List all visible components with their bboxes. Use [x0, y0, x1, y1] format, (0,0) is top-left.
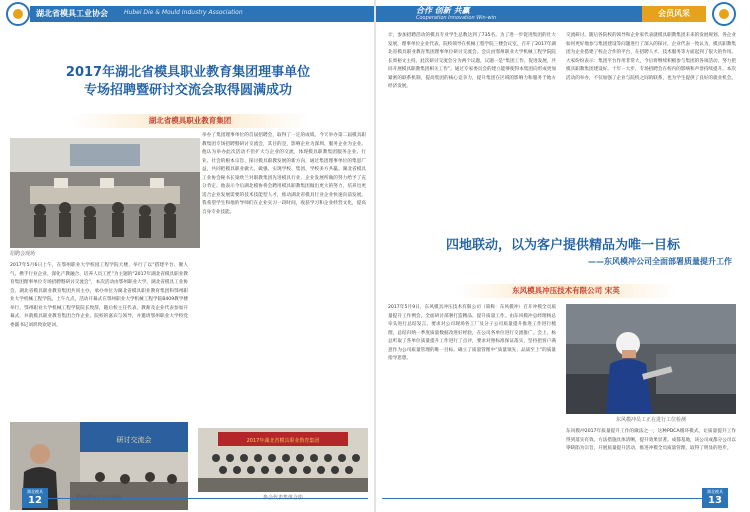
svg-text:2017年湖北省模具职业教育集团: 2017年湖北省模具职业教育集团 [246, 438, 320, 444]
footer-right [702, 488, 728, 508]
article1-org: 湖北省模具职业教育集团 [70, 114, 310, 128]
association-logo-icon [6, 2, 30, 26]
article1-continued-col2: 交流研讨。随后各院校的领导和企业家代表就模具职教集团未来的发展规划、各企业如何更好地参与集团建设等问题进行了深入的探讨，企业代表一致认为，模具职教集团为企业搭建了校企合作的平台，在招聘人才、技术服务等方面起到了很大的作用。大家纷纷表示：集团平台作用非常大，今后将继续积极参与集团的各项活动，努力把模具职教集团建设好。十年一大步，专场招聘会在校内的影响和声誉持续提升。本次活动的举办，不仅加强了企业与院校之间的联系，也为学生提供了良好的就业机会。 [566, 33, 736, 81]
page-number-right: 13 [708, 495, 722, 506]
footer-right-label: 湖北模具 [707, 489, 723, 494]
page-number-left: 12 [28, 495, 42, 506]
article1-title [10, 64, 366, 100]
association-name-en: Hubei Die & Mould Industry Association [124, 9, 243, 16]
article1-col1: 2017年5月6日上午，在鄂州职业大学校园工程学院大楼，举行了以“搭建平台、聚人气、携手行业企业、深化产教融合、培养人员工匠”为主题的“2017年湖北省模具职业教育集团理事单位专场招聘暨研讨交流会”，本次活动由鄂州职业大学、湖北省模具工业协会、湖北省模具职业教育集团共同主办，承办单位为湖北省模具职业教育集团和鄂州职业大学机械工程学院。上午九点，活动开幕式在鄂州职业大学机械工程学院B409教学楼举行，鄂州职业大学机械工程学院院长致辞，随后校主任代表、教师及企业代表参加开幕式，并就模具职业教育集团合作企业、院校的嘉宾与领导，并邀请鄂州职业大学校党委副书记刘鸿致欢迎词。 [10, 263, 188, 328]
article2-title: 四地联动，以为客户提供精品为唯一目标 [445, 238, 680, 253]
footer-rule-left [48, 498, 368, 499]
photo-job-fair [10, 138, 200, 248]
article2-col2: 东风模冲2017年质量提升工作的做法之一，这种PDCA循环模式，让质量提升工作得到落实有效。方法措施具体清晰，提升效果显著。成都基地，该公司成都分公司以零缺陷为宗旨，开展质量提升活动，推进冲模全员质量管理，取得了明显的进步。 [566, 429, 736, 451]
left-header [0, 0, 374, 30]
association-logo-icon [712, 2, 736, 26]
photo-group [198, 428, 368, 492]
photo-worker-caption: 东风模冲员工正在进行工位检测 [615, 417, 686, 423]
article1-title-line1: 2017年湖北省模具职业教育集团理事单位 [65, 65, 311, 80]
photo-job-fair-caption: 招聘会现场 [10, 251, 36, 257]
section-label: 会员风采 [642, 6, 706, 22]
motto: 合作 创新 共赢 [416, 6, 470, 15]
article2-org: 东风模具冲压技术有限公司 宋英 [456, 284, 676, 298]
photo-worker [566, 304, 736, 414]
article1-col2: 举办了集团理事单位的首届招聘会，取得了一定的成绩。今天举办第二届模具职教集团专场招聘暨研讨交流会，其目的是，影响企业为深圳、服务企业为企业。他认为举办此次活动不但扩大与企业的交流，体现模具职教集团服务企业、行业、社会的根本宗旨，探讨模具职教发展的新方向，通过集团理事单位的集思广益，共同把模具职业做大、做强、实现学校、集团、学校多方共赢。湖北省模具工业协会秘书长梁欣兰对职教集团先进模具行业、企业发展所做的努力给予了充分肯定。他表示今后湖北模协将会聘用模具职教集团做出更大的努力，培养出更适合企业发展需要的技术技能型人才，推动湖北省模具行业企业快速向前发展。我希望学生和他的导师们在企业实习一段时间，收获学习和企业经营文化，提高自身专业技能。 [202, 133, 366, 215]
right-header [376, 0, 750, 30]
footer-left [22, 488, 48, 508]
association-name: 湖北省模具工业协会 [36, 9, 108, 18]
article1-continued-col1: 计，参加招聘活动的模具专业学生总数达到了735名。为了进一步促进集团的壮大发展，理事单位企业代表、院校领导在机械工程学院三楼会议室，召开了2017年湖北省模具职业教育集团理事单位研讨交流会。会议由鄂州职业大学机械工程学院院长周裕文主持。此次研讨交流会分为两个议题，议题一是“集团工作、促进发展，共同开展模具职教集团相关工作”。通过专家委员会的建立能够使得本集团向形成更加紧密的联系机制，提高集团的核心竞争力，提升集团在区域的影响力和服务于地方经济发展。 [388, 33, 556, 89]
motto-en: Cooperation Innovation Win-win [416, 15, 497, 21]
footer-left-label: 湖北模具 [27, 489, 43, 494]
conference-banner-text: 研讨交流会 [116, 436, 152, 444]
article2-col1: 2017年5月9日，东风模具冲压技术有限公司（简称：东风模冲）召开冲模全员质量提升工作例会，全面研讨部署打造精品、提升质量工作。由东风模冲总经理杨总牵头进行总结发言，要求对公司现场各工厂及分子公司质量提升推进工作进行梳理，总结归纳一季度质量数据改进好经验，在公司各单位进行交流推广。会上，杨总听取了各单位质量提升工作进行了点评，要求对照标准保证落实，坚持把客户满意作为公司质量管理的唯一目标。确立了质量管理中“质量领先、品质至上”的质量指导思想。 [388, 305, 556, 361]
article2-subtitle: ——东风模冲公司全面部署质量提升工作 [588, 257, 732, 266]
footer-rule-right [382, 498, 702, 499]
article1-title-line2: 专场招聘暨研讨交流会取得圆满成功 [83, 83, 292, 98]
